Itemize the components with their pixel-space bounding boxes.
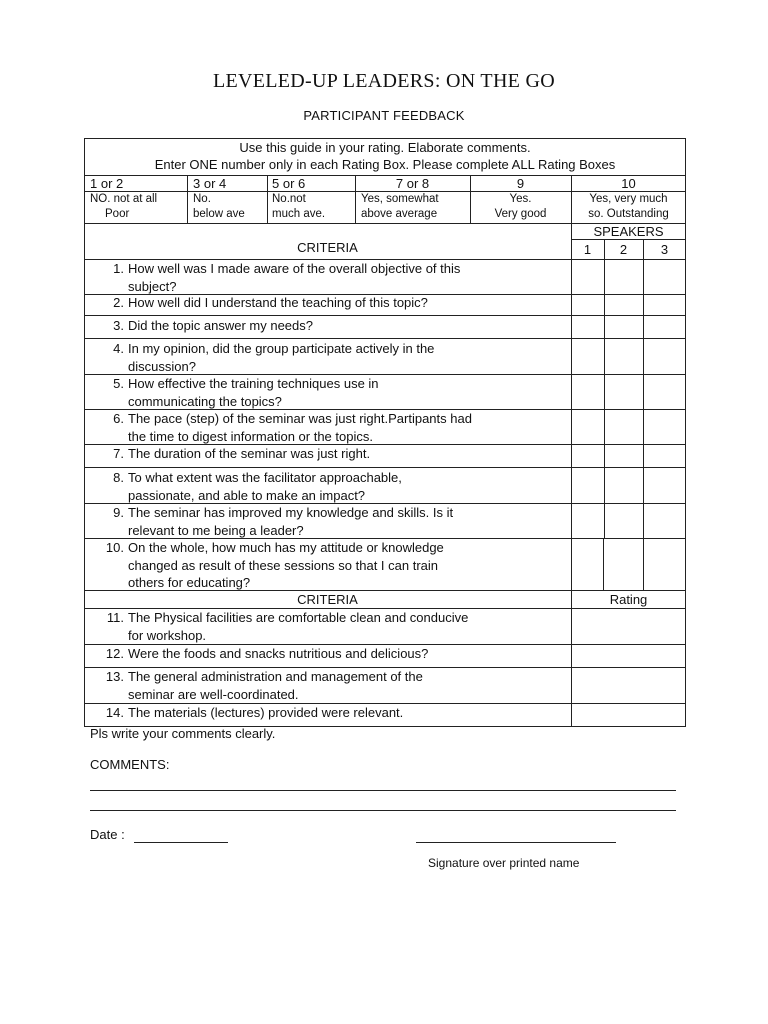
criteria-item — [84, 375, 571, 409]
scale-value: 1 or 2 — [90, 176, 124, 191]
scale-desc: so. Outstanding — [588, 208, 669, 220]
scale-value: 10 — [621, 176, 636, 191]
criteria-item — [84, 317, 571, 338]
criteria-item — [84, 469, 571, 503]
scale-value: 5 or 6 — [272, 176, 306, 191]
form-title: LEVELED-UP LEADERS: ON THE GO — [212, 70, 555, 92]
criteria-text: The pace (step) of the seminar was just right.Partipants had the time to digest information or the topics. — [128, 411, 472, 444]
scale-desc: NO. not at all — [90, 193, 158, 205]
rating-box[interactable] — [572, 668, 685, 703]
criteria-number: 14. — [105, 705, 124, 720]
criteria-text: The duration of the seminar was just right. — [128, 446, 371, 461]
criteria-item — [84, 294, 571, 315]
rating-header: Rating — [609, 592, 648, 607]
criteria-item — [84, 609, 571, 644]
scale-desc: Yes, somewhat — [361, 193, 439, 205]
date-label: Date : — [90, 827, 125, 842]
scale-desc: No. — [193, 193, 211, 205]
criteria-number: 3. — [113, 318, 124, 333]
scale-value: 7 or 8 — [395, 176, 430, 191]
criteria-number: 9. — [113, 505, 124, 520]
rating-box[interactable] — [572, 645, 685, 667]
criteria-text: The materials (lectures) provided were relevant. — [128, 705, 404, 720]
criteria-item — [84, 260, 571, 294]
criteria-item — [84, 340, 571, 374]
criteria-text: The Physical facilities are comfortable clean and conducive for workshop. — [128, 610, 469, 643]
criteria-text: To what extent was the facilitator approachable, passionate, and able to make an impact? — [128, 470, 402, 503]
criteria-number: 10. — [105, 540, 124, 555]
criteria-text: The seminar has improved my knowledge and skills. Is it relevant to me being a leader? — [128, 505, 454, 538]
criteria-number: 4. — [113, 341, 124, 356]
criteria-header: CRITERIA — [297, 240, 358, 255]
scale-desc: above average — [361, 208, 438, 220]
speaker-number: 3 — [660, 242, 669, 257]
criteria-text: In my opinion, did the group participate actively in the discussion? — [128, 341, 435, 374]
rating-box[interactable] — [572, 704, 685, 726]
criteria-number: 13. — [105, 669, 124, 684]
form-subtitle: PARTICIPANT FEEDBACK — [303, 108, 465, 123]
criteria-number: 2. — [113, 295, 124, 310]
feedback-table — [84, 138, 686, 727]
scale-value: 9 — [516, 176, 525, 191]
criteria-number: 1. — [113, 261, 124, 276]
speaker-1-rating-box[interactable] — [572, 260, 604, 294]
speakers-header: SPEAKERS — [593, 224, 664, 239]
criteria-number: 6. — [113, 411, 124, 426]
criteria-number: 8. — [113, 470, 124, 485]
criteria-item — [84, 539, 571, 590]
criteria-item — [84, 668, 571, 703]
speaker-2-rating-box[interactable] — [605, 260, 643, 294]
comments-label: COMMENTS: — [90, 757, 170, 772]
guide-line-2: Enter ONE number only in each Rating Box. Please complete ALL Rating Boxes — [154, 157, 616, 172]
signature-field[interactable] — [416, 842, 616, 843]
criteria-item — [84, 445, 571, 467]
criteria-text: How well did I understand the teaching of this topic? — [128, 295, 428, 310]
scale-desc: much ave. — [272, 208, 326, 220]
criteria-number: 5. — [113, 376, 124, 391]
speaker-number: 1 — [583, 242, 592, 257]
criteria-number: 12. — [105, 646, 124, 661]
guide-line-1: Use this guide in your rating. Elaborate comments. — [239, 140, 531, 155]
scale-desc: No.not — [272, 193, 306, 205]
scale-desc: Very good — [494, 208, 547, 220]
comment-line[interactable] — [90, 810, 676, 811]
scale-desc: Yes, very much — [589, 193, 668, 205]
criteria-text: Were the foods and snacks nutritious and delicious? — [128, 646, 429, 661]
date-field[interactable] — [134, 842, 228, 843]
criteria-text: How well was I made aware of the overall objective of this subject? — [128, 261, 461, 294]
criteria-number: 11. — [106, 610, 124, 625]
criteria-item — [84, 704, 571, 726]
speaker-number: 2 — [619, 242, 628, 257]
scale-desc: Poor — [105, 208, 130, 220]
scale-value: 3 or 4 — [193, 176, 227, 191]
speaker-3-rating-box[interactable] — [644, 260, 685, 294]
comments-instruction: Pls write your comments clearly. — [90, 726, 276, 741]
criteria-text: The general administration and management of the seminar are well-coordinated. — [128, 669, 423, 702]
scale-desc: below ave — [193, 208, 245, 220]
criteria-item — [84, 410, 571, 444]
criteria-text: Did the topic answer my needs? — [128, 318, 313, 333]
criteria-text: On the whole, how much has my attitude or knowledge changed as result of these sessions so that I can train others for educating? — [128, 540, 444, 590]
comment-line[interactable] — [90, 790, 676, 791]
criteria-item — [84, 645, 571, 667]
criteria-header-2: CRITERIA — [297, 592, 358, 607]
signature-label: Signature over printed name — [428, 856, 580, 870]
criteria-item — [84, 504, 571, 538]
criteria-number: 7. — [113, 446, 124, 461]
criteria-text: How effective the training techniques use in communicating the topics? — [128, 376, 379, 409]
scale-desc: Yes. — [509, 193, 532, 205]
rating-box[interactable] — [572, 609, 685, 644]
